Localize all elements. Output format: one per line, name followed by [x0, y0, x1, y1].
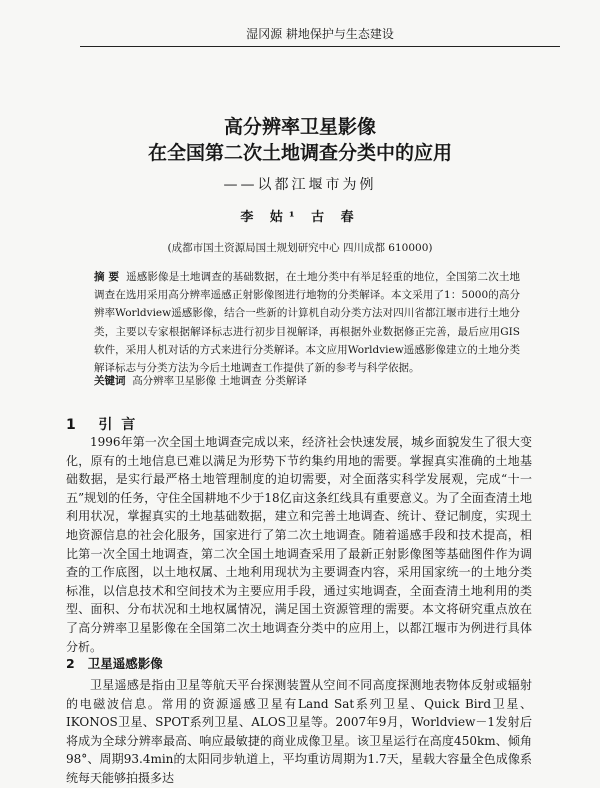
- section-title: 卫星遥感影像: [87, 656, 163, 671]
- section-title: 引 言: [98, 417, 138, 433]
- running-header: [80, 24, 560, 47]
- author-list: 李 姑¹ 古 春: [240, 210, 360, 225]
- section-heading-introduction: [66, 414, 137, 434]
- keywords: [94, 372, 520, 390]
- section-heading-satellite-imagery: [66, 654, 163, 672]
- paper-subtitle: ——以都江堰市为例: [223, 177, 377, 193]
- paper-title-line-1: 高分辨率卫星影像: [223, 116, 376, 138]
- running-header-text: 湿冈源 耕地保护与生态建设: [246, 27, 394, 41]
- author-affiliation: (成都市国土资源局国土规划研究中心 四川成都 610000): [167, 242, 433, 254]
- paper-title-line-2: 在全国第二次土地调查分类中的应用: [147, 142, 452, 164]
- introduction-paragraph: 1996年第一次全国土地调查完成以来，经济社会快速发展，城乡面貌发生了很大变化，原有的土地信息已难以满足为形势下节约集约用地的需要。掌握真实准确的土地基础数据，是实行最严格土地管理制度的迫切需要，对全面落实科学发展观，完成“十一五”规划的任务，守住全国耕地不少于18亿亩这条红线具有重要意义。为了全面查清土地利用状况，掌握真实的土地基础数据，建立和完善土地调查、统计、登记制度，实现土地资源信息的社会化服务，国家进行了第二次土地调查。随着遥感手段和技术提高，相比第一次全国土地调查，第二次全国土地调查采用了最新正射影像图等基础图件作为调查的工作底图，以土地权属、土地利用现状为主要调查内容，采用国家统一的土地分类标准，以信息技术和空间技术为主要应用手段，通过实地调查，全面查清土地利用的类型、面积、分布状况和土地权属情况，满足国土资源管理的需要。本文将研究重点放在了高分辨率卫星影像在全国第二次土地调查分类中的应用上，以都江堰市为例进行具体分析。: [66, 435, 532, 654]
- section-number: 2: [66, 656, 75, 671]
- section-number: 1: [66, 417, 78, 433]
- abstract-label: 摘 要: [94, 271, 120, 283]
- keywords-label: 关键词: [94, 375, 126, 387]
- abstract: [94, 268, 520, 377]
- satellite-imagery-paragraph: 卫星遥感是指由卫星等航天平台探测装置从空间不同高度探测地表物体反射或辐射的电磁波信息。常用的资源遥感卫星有Land Sat系列卫星、Quick Bird卫星、IKONOS卫星、SPOT系列卫星、ALOS卫星等。2007年9月，Worldview－1发射后将成为全球分辨率最高、响应最敏捷的商业成像卫星。该卫星运行在高度450km、倾角98°、周期93.4min的太阳同步轨道上，平均重访周期为1.7天，星载大容量全色成像系统每天能够拍摄多达: [66, 678, 532, 785]
- abstract-text: 遥感影像是土地调查的基础数据，在土地分类中有举足轻重的地位，全国第二次土地调查在选用采用高分辨率遥感正射影像图进行地物的分类解译。本文采用了1：5000的高分辨率Worldview遥感影像，结合一些新的计算机自动分类方法对四川省都江堰市进行土地分类，主要以专家根据解译标志进行初步目视解译，再根据外业数据修正完善，最后应用GIS软件，采用人机对话的方式来进行分类解译。本文应用Worldview遥感影像建立的土地分类解译标志与分类方法为今后土地调查工作提供了新的参考与科学依据。: [94, 271, 520, 375]
- keywords-text: 高分辨率卫星影像 土地调查 分类解译: [132, 375, 307, 387]
